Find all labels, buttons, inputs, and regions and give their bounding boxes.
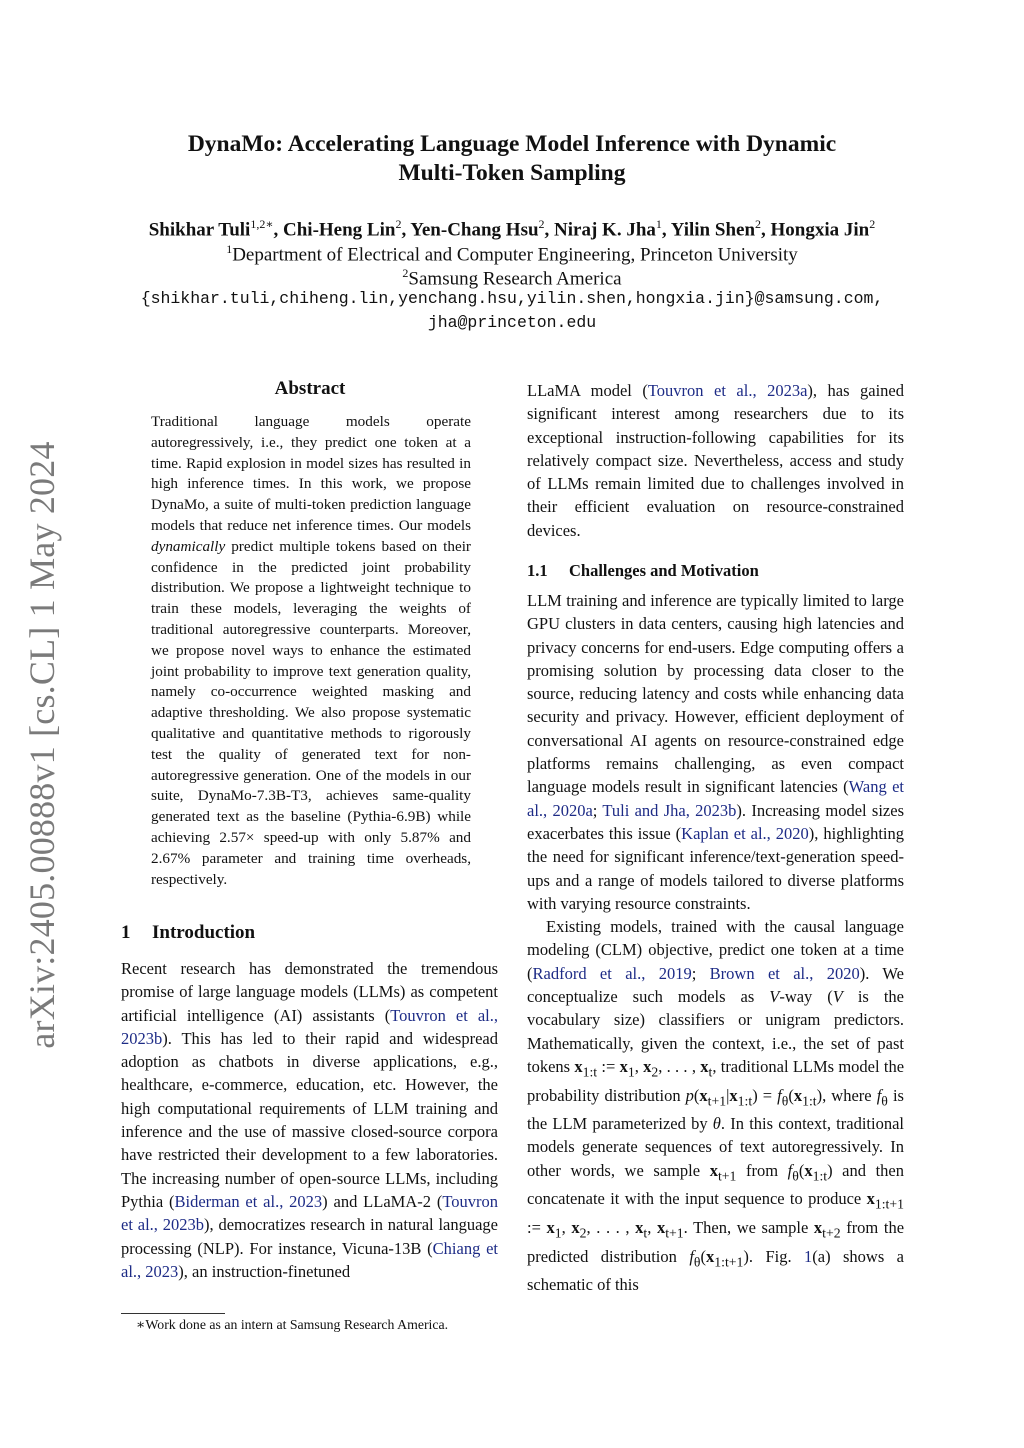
citation-link[interactable]: Chiang et al., 2023: [121, 1238, 498, 1281]
math-subscript: θ: [693, 1253, 701, 1269]
body-text: ). We conceptualize such models as: [527, 963, 904, 1007]
math-symbol: x: [729, 1085, 738, 1105]
affiliation-2: [120, 261, 904, 291]
math-symbol: f: [689, 1246, 694, 1266]
affiliation-text: Samsung Research America: [408, 268, 622, 290]
math-symbol: x: [571, 1217, 580, 1237]
math-symbol: x: [700, 1056, 709, 1076]
math-symbol: V: [769, 987, 780, 1007]
body-text: , . . . ,: [586, 1217, 636, 1237]
body-text: . In this context, traditional models generate sequences of text autoregressively. In other words, we sample: [527, 1114, 904, 1180]
body-text: ,: [647, 1217, 657, 1237]
math-symbol: f: [777, 1085, 782, 1105]
math-symbol: x: [793, 1085, 803, 1105]
math-symbol: x: [709, 1160, 718, 1180]
author-name: Shikhar Tuli: [148, 219, 251, 241]
existing-models-paragraph: [527, 915, 904, 1296]
author-name: , Yilin Shen: [661, 219, 756, 241]
body-text: ). Increasing model sizes exacerbates this issue (: [527, 800, 904, 843]
abstract-body: [151, 412, 471, 890]
body-text: , traditional LLMs model the probability distribution: [527, 1056, 905, 1105]
citation-link[interactable]: Touvron et al., 2023a: [647, 381, 808, 400]
section-title: Introduction: [152, 922, 256, 943]
citation-link[interactable]: Kaplan et al., 2020: [681, 823, 809, 843]
math-subscript: t: [708, 1064, 713, 1080]
abstract-text: predict multiple tokens based on their confidence in the predicted joint probability distribution. We propose a lightweight technique to train these models, leveraging the weights of traditional autoregressive counterparts. Moreover, we propose novel ways to enhance the estimated joint probability to improve text generation quality, namely co-occurrence weighted masking and adaptive thresholding. We also propose systematic qualitative and quantitative methods to rigorously test the quality of generated text for non-autoregressive generation. One of the models in our suite, DynaMo-7.3B-T3, achieves same-quality generated text as the baseline (Pythia-6.9B) while achieving 2.57× speed-up with only 5.87% and 2.67% parameter and training time overheads, respectively.: [151, 537, 471, 888]
math-subscript: θ: [881, 1092, 888, 1108]
body-text: ;: [592, 800, 603, 820]
body-text: :=: [597, 1056, 620, 1076]
introduction-paragraph: [121, 957, 498, 1283]
math-symbol: x: [866, 1189, 875, 1209]
body-text: ;: [691, 963, 710, 983]
math-subscript: 1: [554, 1225, 562, 1241]
math-symbol: x: [635, 1217, 644, 1237]
affiliation-text: Department of Electrical and Computer Engineering, Princeton University: [232, 244, 798, 266]
math-subscript: 1:t+1: [874, 1196, 904, 1212]
math-symbol: x: [546, 1217, 555, 1237]
body-text: , . . . ,: [658, 1056, 701, 1076]
math-subscript: t+2: [822, 1225, 841, 1241]
body-text: (: [798, 1160, 805, 1180]
body-text: ) and LLaMA-2 (: [322, 1191, 443, 1211]
subsection-number: 1.1: [527, 561, 548, 580]
author-affiliation-mark: 2: [869, 217, 876, 231]
math-symbol: θ: [712, 1114, 721, 1134]
body-text: ,: [561, 1217, 572, 1237]
body-text: is the vocabulary size) classifiers or unigram predictors. Mathematically, given the context, i.e., the set of past tokens: [527, 987, 904, 1076]
math-subscript: 2: [579, 1225, 587, 1241]
math-symbol: V: [832, 987, 843, 1007]
math-subscript: 1:t: [812, 1168, 828, 1184]
math-subscript: 1: [627, 1064, 635, 1080]
math-subscript: θ: [781, 1092, 789, 1108]
math-symbol: p: [685, 1085, 694, 1105]
body-text: from: [736, 1160, 788, 1180]
body-text: :=: [527, 1217, 547, 1237]
citation-link[interactable]: Touvron et al., 2023b: [121, 1191, 498, 1235]
citation-link[interactable]: Tuli and Jha, 2023b: [602, 800, 737, 820]
math-subscript: θ: [792, 1168, 799, 1184]
math-symbol: x: [804, 1160, 813, 1180]
author-affiliation-mark: 2: [395, 217, 402, 231]
author-name: , Hongxia Jin: [761, 219, 870, 241]
subsection-heading-challenges: [527, 560, 759, 582]
body-text: LLM training and inference are typically limited to large GPU clusters in data centers, causing high latencies and privacy concerns for end-users. Edge computing offers a promising solution by processing data closer to the source, reducing latency and costs while enhancing data security and privacy. However, efficient deployment of conversational AI agents on resource-constrained edge platforms remains challenging, as even compact language models result in significant latencies (: [527, 591, 904, 797]
body-text: |: [726, 1085, 730, 1105]
abstract-emphasis: dynamically: [151, 537, 226, 555]
author-name: , Chi-Heng Lin: [273, 219, 396, 241]
footnote-rule: [121, 1313, 225, 1314]
author-affiliation-mark: 1,2∗: [250, 217, 274, 231]
author-affiliation-mark: 2: [755, 217, 762, 231]
author-emails-line-2: jha@princeton.edu: [427, 313, 597, 332]
body-text: Recent research has demonstrated the tremendous promise of large language models (LLMs) as competent artificial intelligence (AI) assistants (: [121, 959, 498, 1025]
body-text: LLaMA model (: [527, 381, 648, 400]
title-line-2: Multi-Token Sampling: [398, 160, 626, 186]
body-text: ). This has led to their rapid and widespread adoption as chatbots in diverse applications, e.g., healthcare, e-commerce, education, etc. However, the high computational requirements of LLM training and inference and the use of massive closed-source corpora have restricted their development to a few laboratories. The increasing number of open-source LLMs, including Pythia (: [121, 1028, 498, 1211]
math-symbol: x: [643, 1056, 652, 1076]
body-text: is the LLM parameterized by: [527, 1085, 904, 1134]
body-text: ), has gained significant interest among researchers due to its exceptional instruction-following capabilities for its relatively compact size. Nevertheless, access and study of LLMs remain limited due to challenges involved in their efficient evaluation on resource-constrained devices.: [527, 381, 904, 540]
math-subscript: 1:t+1: [714, 1253, 744, 1269]
body-text: (: [788, 1085, 794, 1105]
math-subscript: 2: [651, 1064, 659, 1080]
affiliation-mark: 1: [226, 242, 233, 256]
section-heading-introduction: [121, 921, 255, 945]
math-subscript: t+1: [717, 1168, 737, 1184]
body-text: . Then, we sample: [683, 1217, 814, 1237]
math-subscript: 1:t: [582, 1064, 598, 1080]
math-symbol: x: [619, 1056, 628, 1076]
math-symbol: x: [574, 1056, 583, 1076]
body-text: ). Fig.: [743, 1246, 804, 1266]
author-affiliation-mark: 1: [655, 217, 662, 231]
body-text: (: [693, 1085, 700, 1105]
citation-link[interactable]: Wang et al., 2020a: [527, 777, 905, 820]
right-column-paragraph-1: [527, 379, 904, 542]
math-symbol: x: [813, 1217, 823, 1237]
math-symbol: f: [787, 1160, 793, 1180]
body-text: ), where: [816, 1085, 877, 1105]
abstract-heading: Abstract: [274, 378, 346, 399]
paper-title: [120, 130, 904, 188]
math-subscript: t: [643, 1225, 648, 1241]
body-text: Existing models, trained with the causal language modeling (CLM) objective, predict one token at a time (: [527, 917, 904, 983]
math-subscript: t+1: [665, 1225, 684, 1241]
math-subscript: 1:t: [737, 1092, 753, 1108]
author-emails-line-1: {shikhar.tuli,chiheng.lin,yenchang.hsu,yilin.shen,hongxia.jin}@samsung.com,: [140, 289, 884, 308]
body-text: (a) shows a schematic of this: [527, 1246, 904, 1295]
citation-link[interactable]: Brown et al., 2020: [709, 963, 860, 983]
math-symbol: x: [656, 1217, 666, 1237]
body-text: (: [700, 1246, 706, 1266]
figure-reference-link[interactable]: 1: [804, 1246, 813, 1266]
abstract-text: Traditional language models operate autoregressively, i.e., they predict one token at a time. Rapid explosion in model sizes has resulted in high inference times. In this work, we propose DynaMo, a suite of multi-token prediction language models that reduce net inference times. Our models: [151, 413, 471, 534]
body-text: ), highlighting the need for significant inference/text-generation speed-ups and a range of models tailored to diverse platforms with varying resource constraints.: [527, 823, 904, 913]
title-line-1: DynaMo: Accelerating Language Model Inference with Dynamic: [187, 131, 837, 157]
challenges-paragraph: [527, 589, 904, 915]
math-symbol: f: [876, 1085, 882, 1105]
body-text: ) and then concatenate it with the input sequence to produce: [527, 1160, 904, 1209]
citation-link[interactable]: Radford et al., 2019: [532, 963, 692, 983]
math-symbol: x: [699, 1085, 708, 1105]
body-text: ), democratizes research in natural language processing (NLP). For instance, Vicuna-13B (: [121, 1215, 498, 1258]
citation-link[interactable]: Touvron et al., 2023b: [121, 1005, 498, 1048]
math-subscript: t+1: [707, 1092, 727, 1108]
citation-link[interactable]: Biderman et al., 2023: [174, 1191, 323, 1211]
affiliation-mark: 2: [402, 266, 409, 280]
section-number: 1: [121, 922, 131, 943]
right-column-body: [527, 589, 904, 1296]
body-text: ,: [634, 1056, 644, 1076]
arxiv-identifier-stamp: arXiv:2405.00888v1 [cs.CL] 1 May 2024: [22, 441, 62, 1049]
subsection-title: Challenges and Motivation: [569, 561, 759, 580]
body-text: ) =: [752, 1085, 778, 1105]
body-text: ), an instruction-finetuned: [178, 1261, 351, 1281]
footnote: ∗Work done as an intern at Samsung Research America.: [136, 1317, 449, 1332]
math-subscript: 1:t: [802, 1092, 817, 1108]
author-name: , Yen-Chang Hsu: [401, 219, 539, 241]
author-name: , Niraj K. Jha: [544, 219, 656, 241]
body-text: from the predicted distribution: [527, 1217, 905, 1266]
body-text: -way (: [779, 987, 833, 1007]
author-affiliation-mark: 2: [538, 217, 545, 231]
math-symbol: x: [706, 1246, 715, 1266]
